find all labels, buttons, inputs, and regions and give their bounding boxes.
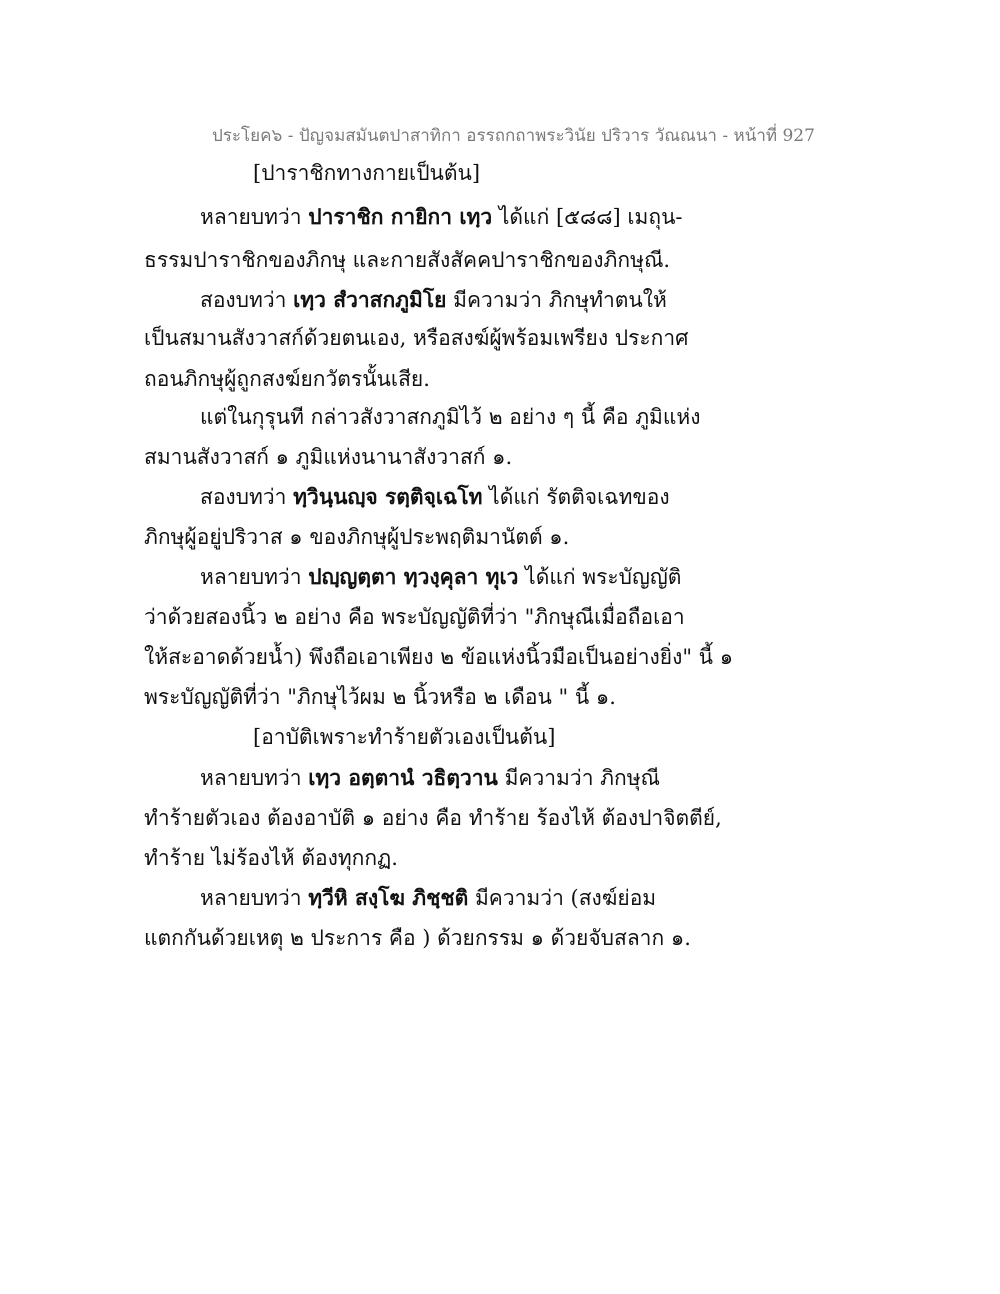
text-run: มีความว่า ภิกษุทำตนให้	[446, 288, 667, 312]
text-run: สมานสังวาสก์ ๑ ภูมิแห่งนานาสังวาสก์ ๑.	[144, 445, 513, 469]
pali-term: ทฺวินฺนญฺจ รตฺติจฺเฉโท	[293, 484, 483, 509]
text-run: พระบัญญัติที่ว่า "ภิกษุไว้ผม ๒ นิ้วหรือ ๒ เดือน " นี้ ๑.	[144, 685, 616, 709]
section-heading-1	[253, 158, 480, 188]
paragraph-line	[200, 763, 660, 793]
pali-term: เทฺว สํวาสกภูมิโย	[293, 287, 447, 312]
text-run: ได้แก่ พระบัญญัติ	[518, 565, 682, 589]
paragraph-line	[200, 562, 681, 592]
paragraph-line	[144, 245, 670, 275]
paragraph-line	[200, 402, 701, 432]
text-run: หลายบทว่า	[200, 565, 309, 589]
paragraph-line	[144, 923, 691, 953]
text-run: แตกกันด้วยเหตุ ๒ ประการ คือ ) ด้วยกรรม ๑ ด้วยจับสลาก ๑.	[144, 926, 691, 950]
text-run: หลายบทว่า	[200, 205, 309, 229]
text-run: ทำร้ายตัวเอง ต้องอาบัติ ๑ อย่าง คือ ทำร้าย ร้องไห้ ต้องปาจิตตีย์,	[144, 806, 722, 830]
paragraph-line	[144, 843, 398, 873]
paragraph-line	[200, 482, 670, 512]
paragraph-line	[200, 202, 683, 232]
pali-term: เทฺว อตฺตานํ วธิตฺวาน	[308, 765, 498, 790]
text-run: ได้แก่ [๕๘๘] เมถุน-	[492, 205, 683, 229]
pali-term: ปาราชิก กายิกา เทฺว	[308, 204, 493, 229]
text-run: ภิกษุผู้อยู่ปริวาส ๑ ของภิกษุผู้ประพฤติมานัตต์ ๑.	[144, 525, 570, 549]
paragraph-line	[144, 522, 569, 552]
text-run: [อาบัติเพราะทำร้ายตัวเองเป็นต้น]	[253, 725, 556, 749]
paragraph-line	[200, 285, 667, 315]
text-run: มีความว่า ภิกษุณี	[497, 766, 661, 790]
text-run: ว่าด้วยสองนิ้ว ๒ อย่าง คือ พระบัญญัติที่ว่า "ภิกษุณีเมื่อถือเอา	[144, 605, 685, 629]
paragraph-line	[144, 602, 685, 632]
paragraph-line	[144, 682, 616, 712]
text-run: แต่ในกุรุนที กล่าวสังวาสกภูมิไว้ ๒ อย่าง ๆ นี้ คือ ภูมิแห่ง	[200, 405, 701, 429]
text-run: [ปาราชิกทางกายเป็นต้น]	[253, 161, 481, 185]
text-run: มีความว่า (สงฆ์ย่อม	[468, 886, 657, 910]
text-run: ถอนภิกษุผู้ถูกสงฆ์ยกวัตรนั้นเสีย.	[144, 367, 430, 391]
text-run: ทำร้าย ไม่ร้องไห้ ต้องทุกกฏ.	[144, 846, 398, 870]
pali-term: ทฺวีหิ สงฺโฆ ภิชฺชติ	[308, 885, 469, 910]
text-run: สองบทว่า	[200, 485, 294, 509]
text-run: ธรรมปาราชิกของภิกษุ และกายสังสัคคปาราชิกของภิกษุณี.	[144, 248, 671, 272]
paragraph-line	[144, 803, 722, 833]
paragraph-line	[144, 364, 430, 394]
paragraph-line	[200, 883, 656, 913]
section-heading-2	[253, 722, 555, 752]
paragraph-line	[144, 323, 689, 353]
text-run: เป็นสมานสังวาสก์ด้วยตนเอง, หรือสงฆ์ผู้พร้อมเพรียง ประกาศ	[144, 326, 689, 350]
running-header: ประโยค๖ - ปัญจมสมันตปาสาทิกา อรรถกถาพระวินัย ปริวาร วัณณนา - หน้าที่ 927	[212, 126, 815, 146]
text-run: ได้แก่ รัตติจเฉทของ	[482, 485, 670, 509]
pali-term: ปญฺญตฺตา ทฺวงฺคุลา ทุเว	[308, 564, 519, 589]
text-run: หลายบทว่า	[200, 886, 309, 910]
paragraph-line	[144, 442, 512, 472]
text-run: หลายบทว่า	[200, 766, 309, 790]
paragraph-line	[144, 642, 733, 672]
text-run: ให้สะอาดด้วยน้ำ) พึงถือเอาเพียง ๒ ข้อแห่งนิ้วมือเป็นอย่างยิ่ง" นี้ ๑	[144, 645, 734, 669]
text-run: สองบทว่า	[200, 288, 294, 312]
